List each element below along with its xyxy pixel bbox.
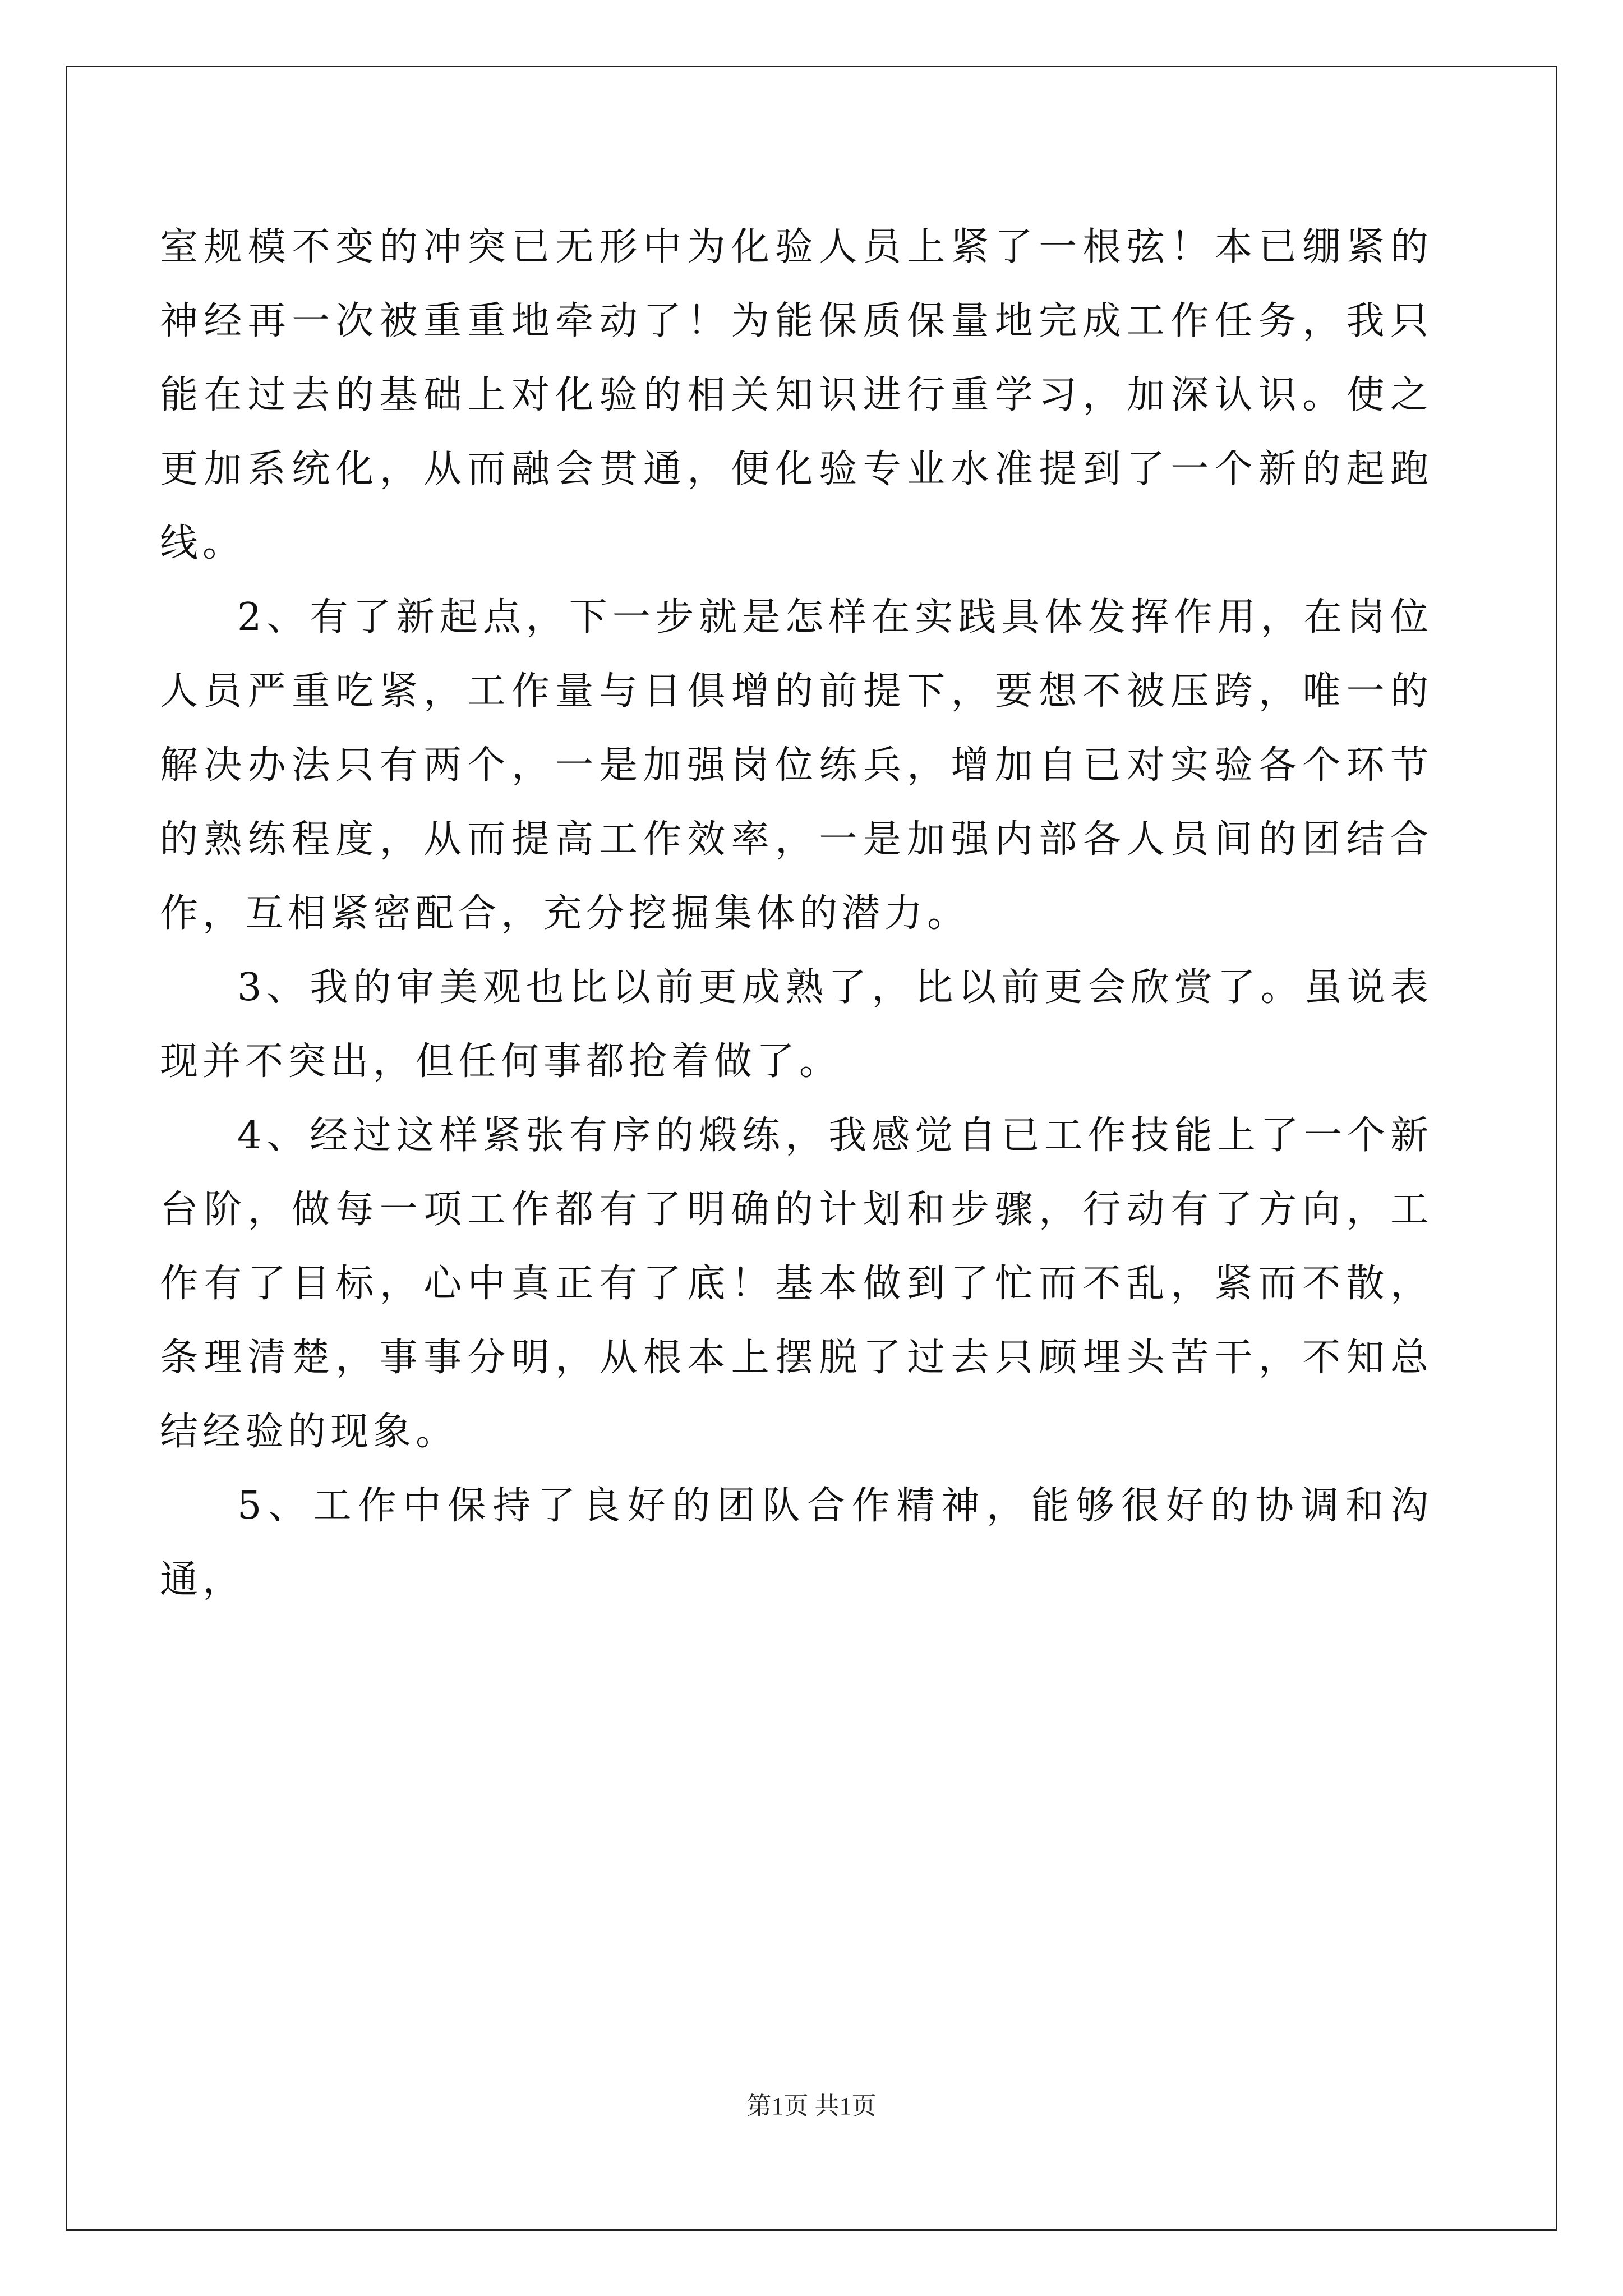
paragraph-item-4: 4、经过这样紧张有序的煅练，我感觉自已工作技能上了一个新台阶，做每一项工作都有了明确的计划和步骤，行动有了方向，工作有了目标，心中真正有了底！基本做到了忙而不乱，紧而不散，条理清楚，事事分明，从根本上摆脱了过去只顾埋头苦干，不知总结经验的现象。: [160, 1114, 1433, 1454]
page-footer: 第1页 共1页: [746, 2092, 877, 2120]
paragraph-continuation: 室规模不变的冲突已无形中为化验人员上紧了一根弦！本已绷紧的神经再一次被重重地牵动了！为能保质保量地完成工作任务，我只能在过去的基础上对化验的相关知识进行重学习，加深认识。使之更加系统化，从而融会贯通，便化验专业水准提到了一个新的起跑线。: [160, 225, 1433, 565]
document-body: [160, 210, 1433, 1617]
paragraph-item-2: 2、有了新起点，下一步就是怎样在实践具体发挥作用，在岗位人员严重吃紧，工作量与日俱增的前提下，要想不被压跨，唯一的解决办法只有两个，一是加强岗位练兵，增加自已对实验各个环节的熟练程度，从而提高工作效率，一是加强内部各人员间的团结合作，互相紧密配合，充分挖掘集体的潜力。: [160, 595, 1433, 936]
paragraph-item-5: 5、工作中保持了良好的团队合作精神，能够很好的协调和沟通，: [160, 1484, 1433, 1602]
paragraph-item-3: 3、我的审美观也比以前更成熟了，比以前更会欣赏了。虽说表现并不突出，但任何事都抢着做了。: [160, 965, 1433, 1084]
